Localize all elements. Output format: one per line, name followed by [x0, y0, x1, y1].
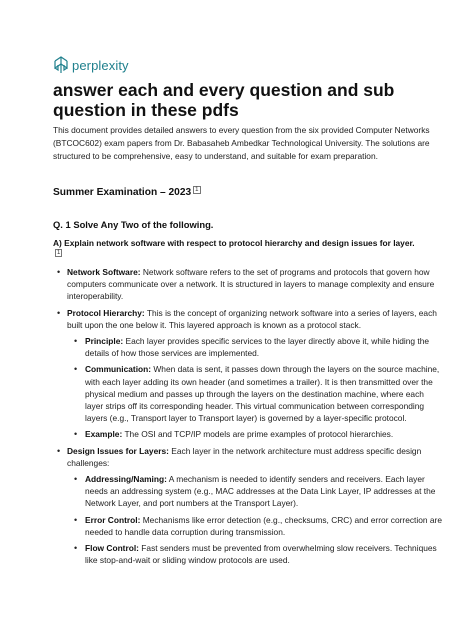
citation-badge[interactable]: 1	[57, 250, 61, 256]
list-item-design-issues	[53, 445, 443, 567]
item-label: Design Issues for Layers:	[67, 445, 169, 456]
item-label: Protocol Hierarchy:	[67, 307, 145, 318]
item-label: Network Software:	[67, 267, 141, 277]
list-item-protocol-hierarchy	[53, 307, 443, 441]
sub-list	[69, 473, 443, 566]
question-heading: Q. 1 Solve Any Two of the following.	[53, 219, 214, 230]
sub-item-label: Principle:	[85, 336, 124, 347]
citation-badge[interactable]: 1	[195, 187, 199, 193]
sub-item-label: Communication:	[85, 364, 152, 375]
sub-item-principle	[69, 335, 443, 359]
item-text: Each layer in the network architecture must address specific design challenges:	[67, 445, 422, 468]
sub-item-text: Each layer provides specific services to the layer directly above it, while hiding the details of how those services are implemented.	[85, 336, 430, 359]
page-title: answer each and every question and sub question in these pdfs	[53, 80, 395, 120]
sub-item-label: Addressing/Naming:	[85, 474, 167, 485]
item-text: This is the concept of organizing network software into a series of layers, each built upon the one below it. This layered approach is known as a protocol stack.	[67, 307, 437, 330]
sub-item-text: When data is sent, it passes down through the layers on the source machine, with each layer adding its own header (and sometimes a trailer). It is then transmitted over the physical medium and passes up through the layers on the destination machine, where each layer strips off its corresponding header. This virtual communication between corresponding layers (e.g., Transport layer to Transport layer) is governed by a layer-specific protocol.	[85, 364, 440, 424]
sub-item-label: Example:	[85, 429, 123, 440]
answer-list	[53, 266, 443, 570]
sub-item-label: Flow Control:	[85, 543, 139, 554]
sub-item-flow-control	[69, 542, 443, 566]
sub-item-text: Fast senders must be prevented from overwhelming slow receivers. Techniques like stop-and-wait or sliding window protocols are used.	[85, 543, 437, 566]
item-text: Network software refers to the set of programs and protocols that govern how computers communicate over a network. It is structured in layers to manage complexity and ensure interoperability.	[67, 267, 435, 302]
section-heading	[53, 186, 201, 198]
sub-item-text: Mechanisms like error detection (e.g., checksums, CRC) and error correction are needed to handle data corruption during transmission.	[85, 514, 442, 537]
question-part-a	[53, 237, 443, 261]
intro-paragraph: This document provides detailed answers to every question from the six provided Computer Networks (BTCOC602) exam papers from Dr. Babasaheb Ambedkar Technological University. The solutions are structured to be comprehensive, easy to understand, and suitable for exam preparation.	[53, 125, 430, 161]
sub-item-communication	[69, 363, 443, 424]
section-heading-text: Summer Examination – 2023	[53, 187, 192, 198]
perplexity-logo-icon	[53, 56, 69, 74]
brand-logo	[53, 55, 129, 75]
sub-item-text: A mechanism is needed to identify senders and receivers. Each layer needs an addressing system (e.g., MAC addresses at the Data Link Layer, IP addresses at the Network Layer, and port numbers at the Transport Layer).	[85, 474, 436, 509]
sub-item-addressing	[69, 473, 443, 510]
sub-item-text: The OSI and TCP/IP models are prime examples of protocol hierarchies.	[124, 429, 394, 440]
brand-name: perplexity	[72, 57, 129, 73]
sub-list	[69, 335, 443, 441]
sub-item-example	[69, 428, 443, 440]
question-part-a-text: A) Explain network software with respect to protocol hierarchy and design issues for layer.	[53, 238, 415, 248]
list-item-network-software	[53, 266, 443, 303]
sub-item-error-control	[69, 514, 443, 538]
sub-item-label: Error Control:	[85, 514, 141, 525]
